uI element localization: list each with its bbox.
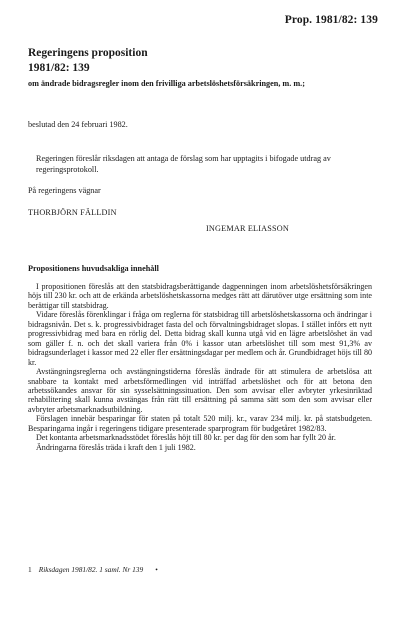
footnote	[28, 565, 372, 574]
document-number: 1981/82: 139	[28, 62, 90, 74]
summary-paragraph: Det kontanta arbetsmarknadsstödet föreslås höjt till 80 kr. per dag för den som har fyllt 20 år.	[36, 433, 336, 443]
summary-paragraph: Vidare föreslås förenklingar i fråga om reglerna för statsbidrag till arbetslöshetskassorna och ändringar i bidragsnivån. Det s. k. progressivbidraget fasta del och förvaltningsbidraget slopas. I stället införs ett nytt progressivbidrag med bara en rörlig del. Detta bidrag skall kunna utgå vid en lägre arbetslöshet än vad som gäller f. n. och det skall variera från 0% i kassor utan arbetslöshet till som mest 91,3% av bidragsunderlaget i kassor med 22 eller fler ersättningsdagar per medlem och år. Grundbidraget höjs till 80 kr.	[28, 310, 372, 367]
footnote-mark: •	[155, 565, 158, 574]
section-heading: Propositionens huvudsakliga innehåll	[28, 264, 159, 273]
summary-paragraph: Avstängningsreglerna och avstängningstiderna föreslås ändrade för att stimulera de arbetslösa att snabbare ta kontakt med arbetsförmedlingen vid inträffad arbetslöshet och för att betona den arbetssökandes ansvar för sin sysselsättningssituation. Den som avvisar eller avbryter yrkesinriktad rehabilitering skall kunna avstängas från rätt till ersättning på samma sätt som den som avvisar eller avbryter arbetsmarknadsutbildning.	[28, 367, 372, 414]
document-title: Regeringens proposition	[28, 47, 148, 59]
document-subject: om ändrade bidragsregler inom den frivilliga arbetslöshetsförsäkringen, m. m.;	[28, 79, 305, 88]
intro-paragraph: Regeringen föreslår riksdagen att antaga de förslag som har upptagits i bifogade utdrag av regeringsprotokoll.	[36, 154, 331, 174]
title-block	[28, 46, 378, 90]
summary-body	[28, 282, 372, 452]
footnote-number: 1	[28, 565, 32, 574]
summary-paragraph: I propositionen föreslås att den statsbidragsberättigande dagpenningen inom arbetslöshetsförsäkringen höjs till 230 kr. och att de erkända arbetslöshetskassorna medges rätt att därutöver utge ersättning som inte berättigar till statsbidrag.	[28, 282, 372, 310]
summary-paragraph: Förslagen innebär besparingar för staten på totalt 520 milj. kr., varav 234 milj. kr. på statsbudgeten. Besparingarna ingår i regeringens tidigare presenterade sparprogram för budgetåret 1982/83.	[28, 414, 372, 433]
signature-prime-minister: THORBJÖRN FÄLLDIN	[28, 208, 117, 217]
decision-date: beslutad den 24 februari 1982.	[28, 120, 128, 129]
signature-minister: INGEMAR ELIASSON	[206, 224, 290, 233]
on-behalf-line: På regeringens vägnar	[28, 186, 101, 195]
proposition-reference: Prop. 1981/82: 139	[284, 14, 378, 26]
summary-paragraph: Ändringarna föreslås träda i kraft den 1 juli 1982.	[36, 442, 196, 452]
footnote-text: Riksdagen 1981/82. 1 saml. Nr 139	[38, 565, 144, 574]
